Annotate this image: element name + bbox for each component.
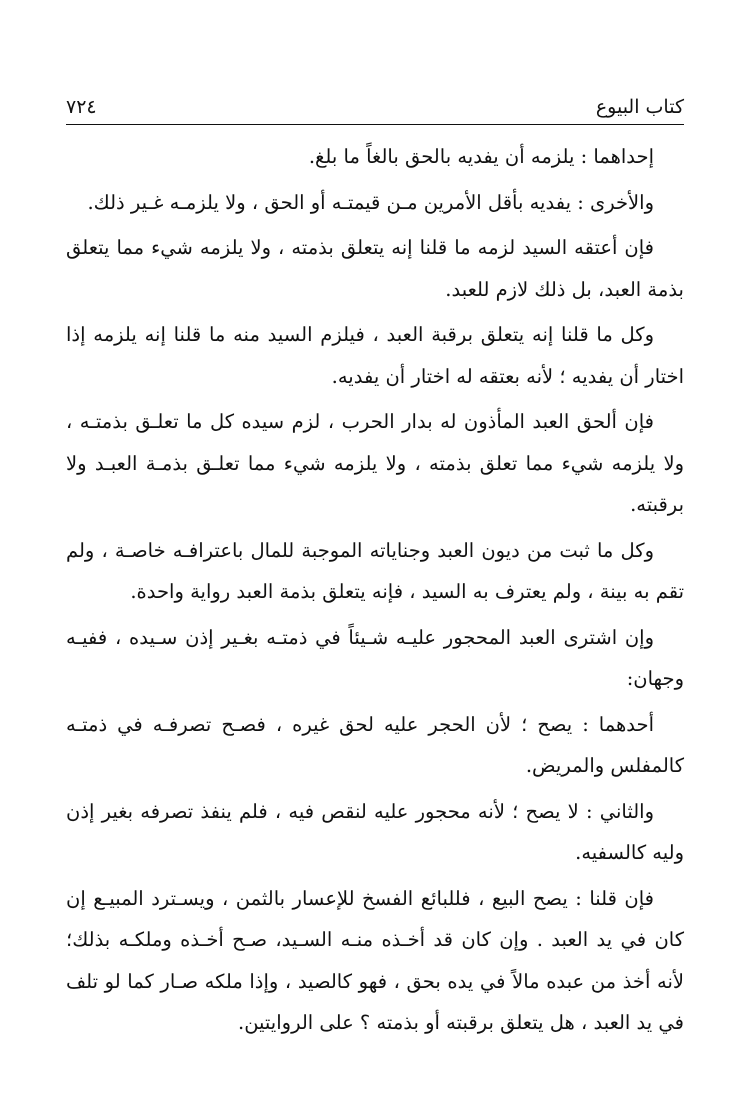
paragraph: والأخرى : يفديه بأقل الأمرين مـن قيمتـه أو الحق ، ولا يلزمـه غـير ذلك. <box>87 190 654 214</box>
paragraph: أحدهما : يصح ؛ لأن الحجر عليه لحق غيره ، فصـح تصرفـه في ذمتـه كالمفلس والمريض. <box>66 712 684 777</box>
paragraph: فإن أعتقه السيد لزمه ما قلنا إنه يتعلق بذمته ، ولا يلزمه شيء مما يتعلق بذمة العبد، بل ذلك لازم للعبد. <box>66 236 684 301</box>
paragraph: وكل ما قلنا إنه يتعلق برقبة العبد ، فيلزم السيد منه ما قلنا إنه يلزمه إذا اختار أن يفديه ؛ لأنه بعتقه له اختار أن يفديه. <box>66 323 684 388</box>
page-header <box>66 92 684 118</box>
paragraph: فإن ألحق العبد المأذون له بدار الحرب ، لزم سيده كل ما تعلـق بذمتـه ، ولا يلزمه شيء مما تعلق بذمته ، ولا يلزمه شيء مما تعلـق بذمـة العبـد ولا برقبته. <box>66 410 684 516</box>
chapter-title: كتاب البيوع <box>595 96 684 118</box>
paragraph: وكل ما ثبت من ديون العبد وجناياته الموجبة للمال باعترافـه خاصـة ، ولم تقم به بينة ، ولم يعترف به السيد ، فإنه يتعلق بذمة العبد رواية واحدة. <box>66 538 684 603</box>
paragraph: والثاني : لا يصح ؛ لأنه محجور عليه لنقص فيه ، فلم ينفذ تصرفه بغير إذن وليه كالسفيه. <box>66 799 684 864</box>
paragraph: فإن قلنا : يصح البيع ، فللبائع الفسخ للإعسار بالثمن ، ويسـترد المبيـع إن كان في يد العبد . وإن كان قد أخـذه منـه السـيد، صـح أخـذه وملكـه بذلك؛ لأنه أخذ من عبده مالاً في يده بحق ، فهو كالصيد ، وإذا ملكه صـار كما لو تلف في يد العبد ، هل يتعلق برقبته أو بذمته ؟ على الروايتين. <box>66 886 684 1034</box>
page-number: ٧٢٤ <box>66 96 97 118</box>
paragraph: إحداهما : يلزمه أن يفديه بالحق بالغاً ما بلغ. <box>308 145 654 168</box>
paragraph: وإن اشترى العبد المحجور عليـه شـيئاً في ذمتـه بغـير إذن سـيده ، ففيـه وجهان: <box>66 625 684 690</box>
header-rule <box>66 124 684 125</box>
body-text <box>66 136 684 1048</box>
